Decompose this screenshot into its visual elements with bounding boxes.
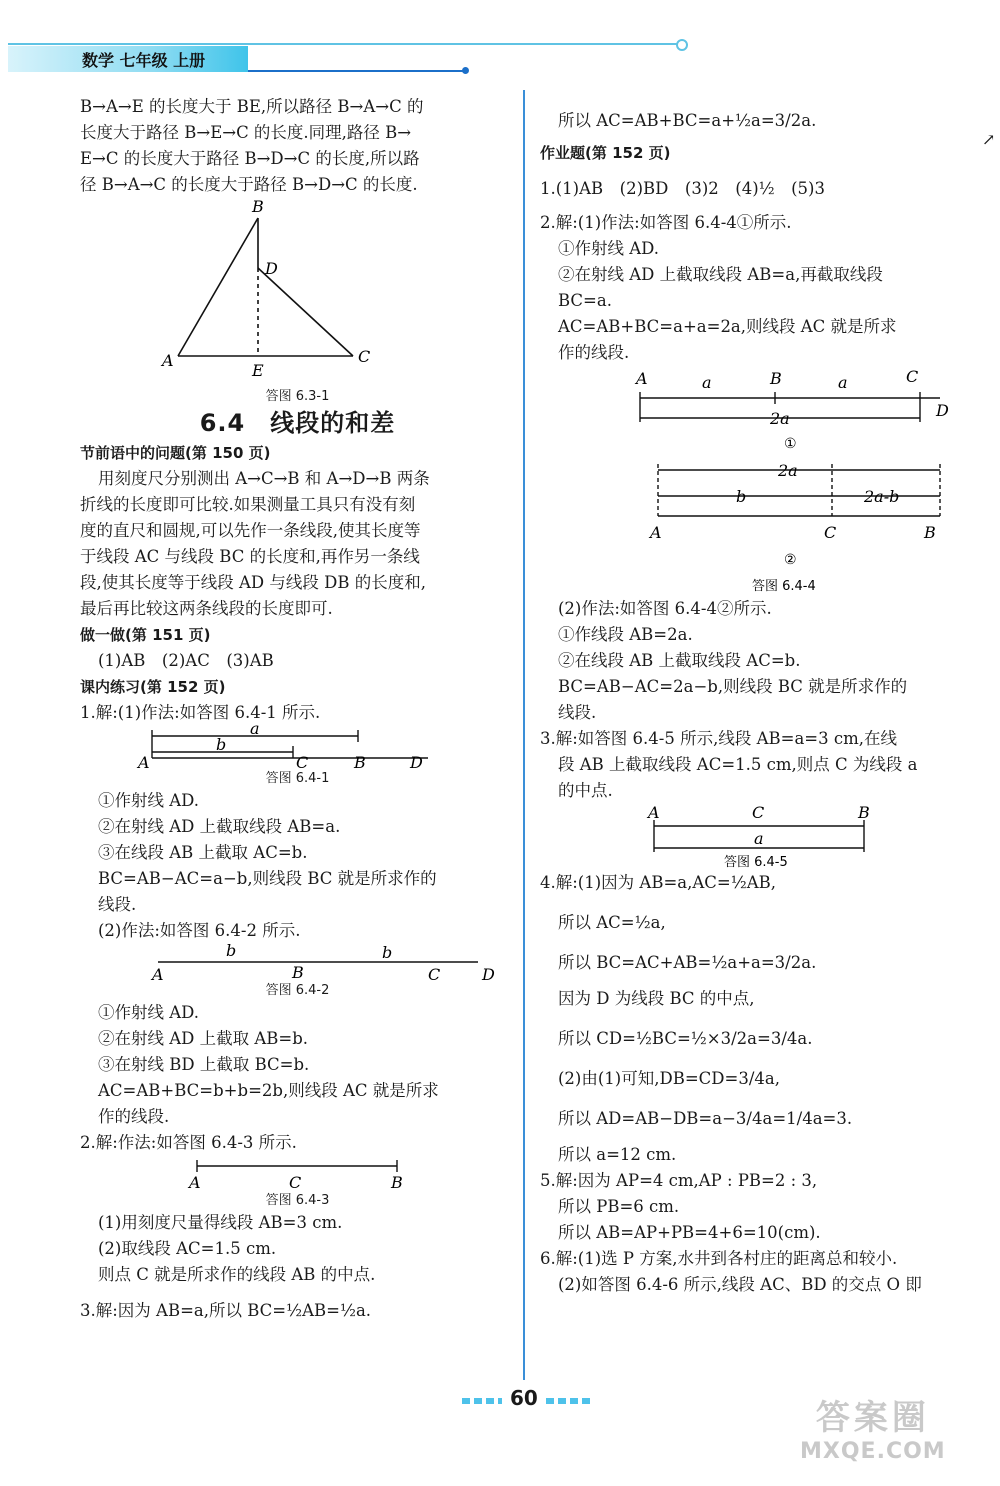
footer-decoration-right [546, 1398, 592, 1404]
figure-caption: 答图 6.4-4 [752, 579, 816, 594]
label-b-len: b [736, 487, 747, 506]
figure-6-4-2 [118, 941, 495, 984]
section-title: 6.4 线段的和差 [199, 409, 396, 437]
edge-ba [178, 218, 258, 356]
homework-3: 的中点. [558, 781, 613, 800]
step: AC=AB+BC=b+b=2b,则线段 AC 就是所求 [98, 1081, 439, 1100]
sub-figure-1: ① [784, 436, 797, 452]
label-2a-minus-b: 2a-b [864, 487, 900, 506]
step: ③在射线 BD 上截取 BC=b. [98, 1055, 310, 1074]
label-d: D [264, 259, 278, 278]
figure-6-4-3 [183, 1156, 413, 1192]
footer-decoration-left [462, 1398, 502, 1404]
homework-6: 6.解:(1)选 P 方案,水井到各村庄的距离总和较小. [540, 1249, 898, 1268]
label-a-len: a [249, 719, 260, 738]
label-a: A [161, 351, 174, 370]
label-c: C [295, 753, 308, 772]
step: ③在线段 AB 上截取 AC=b. [98, 843, 308, 862]
step: (2)取线段 AC=1.5 cm. [98, 1239, 277, 1258]
label-b: B [353, 753, 366, 772]
homework-heading: 作业题(第 152 页) [540, 144, 671, 162]
figure-caption: 答图 6.4-5 [724, 855, 788, 870]
preface-line: 于线段 AC 与线段 BC 的长度和,再作另一条线 [80, 547, 420, 566]
label-a: A [151, 965, 164, 984]
preface-line: 段,使其长度等于线段 AD 与线段 DB 的长度和, [80, 573, 426, 592]
label-b-len: b [215, 735, 226, 754]
intro-line: 长度大于路径 B→E→C 的长度.同理,路径 B→ [80, 123, 412, 142]
homework-6: (2)如答图 6.4-6 所示,线段 AC、BD 的交点 O 即 [558, 1275, 922, 1294]
homework-4: 4.解:(1)因为 AB=a,AC=½AB, [540, 873, 777, 892]
column-divider [523, 90, 525, 1380]
label-d: D [936, 401, 949, 420]
step: (2)作法:如答图 6.4-4②所示. [558, 599, 772, 618]
figure-caption: 答图 6.4-3 [265, 1193, 330, 1208]
left-column [80, 94, 515, 1324]
step: ①作射线 AD. [558, 239, 660, 258]
watermark-url: MXQE.COM [800, 1439, 946, 1464]
label-d: D [409, 753, 423, 772]
preface-line: 度的直尺和圆规,可以先作一条线段,使其长度等 [80, 521, 421, 540]
label-b-len: b [381, 943, 392, 962]
figure-6-4-5 [640, 804, 880, 870]
step: ②在射线 AD 上截取线段 AB=a. [98, 817, 341, 836]
intro-line: 径 B→A→C 的长度大于路径 B→D→C 的长度. [80, 175, 418, 194]
homework-3: 3.解:如答图 6.4-5 所示,线段 AB=a=3 cm,在线 [540, 729, 897, 748]
label-c: C [752, 803, 765, 822]
label-e: E [251, 361, 264, 380]
practice-3: 3.解:因为 AB=a,所以 BC=½AB=½a. [80, 1301, 372, 1320]
preface-line: 用刻度尺分别测出 A→C→B 和 A→D→B 两条 [98, 469, 430, 488]
page-header [0, 36, 700, 76]
step: 则点 C 就是所求作的线段 AB 的中点. [98, 1265, 376, 1284]
header-title: 数学 七年级 上册 [82, 51, 206, 70]
label-a: A [188, 1173, 201, 1192]
label-a-len: a [702, 373, 712, 392]
label-b-len: b [225, 941, 236, 960]
step: 作的线段. [98, 1107, 170, 1126]
homework-4: 所以 AD=AB−DB=a−3/4a=1/4a=3. [558, 1109, 853, 1128]
practice-2-head: 2.解:作法:如答图 6.4-3 所示. [80, 1133, 297, 1152]
label-c: C [427, 965, 440, 984]
label-b: B [251, 197, 264, 216]
step: 作的线段. [558, 343, 630, 362]
header-rule [8, 43, 680, 45]
preface-line: 最后再比较这两条线段的长度即可. [80, 599, 333, 618]
intro-line: B→A→E 的长度大于 BE,所以路径 B→A→C 的 [80, 97, 424, 116]
homework-4: 因为 D 为线段 BC 的中点, [558, 989, 755, 1008]
label-a: A [650, 523, 662, 542]
homework-2-head: 2.解:(1)作法:如答图 6.4-4①所示. [540, 213, 792, 232]
homework-5: 所以 AB=AP+PB=4+6=10(cm). [558, 1223, 821, 1242]
sub-figure-2: ② [784, 552, 797, 568]
try-heading: 做一做(第 151 页) [80, 626, 211, 644]
figure-caption: 答图 6.4-2 [265, 983, 330, 998]
practice-heading: 课内练习(第 152 页) [80, 678, 226, 696]
step: ②在线段 AB 上截取线段 AC=b. [558, 651, 801, 670]
step: ②在射线 AD 上截取 AB=b. [98, 1029, 309, 1048]
label-b: B [390, 1173, 403, 1192]
step: ①作线段 AB=2a. [558, 625, 693, 644]
right-column [540, 108, 980, 1298]
step: ②在射线 AD 上截取线段 AB=a,再截取线段 [558, 265, 883, 284]
edge-dc [258, 268, 353, 356]
label-a: A [648, 803, 660, 822]
practice-1-part2: (2)作法:如答图 6.4-2 所示. [98, 921, 301, 940]
label-c: C [824, 523, 837, 542]
homework-4: 所以 AC=½a, [558, 913, 666, 932]
watermark-logo-text: 答案圈 [815, 1398, 930, 1438]
preface-line: 折线的长度即可比较.如果测量工具只有没有刻 [80, 495, 416, 514]
figure-caption: 答图 6.4-1 [265, 771, 330, 786]
label-b: B [291, 963, 304, 982]
homework-4: 所以 a=12 cm. [558, 1145, 677, 1164]
homework-4: 所以 BC=AC+AB=½a+a=3/2a. [558, 953, 817, 972]
label-2a: 2a [770, 409, 790, 428]
step: ①作射线 AD. [98, 1003, 200, 1022]
label-a: A [636, 369, 648, 388]
figure-6-4-4 [570, 366, 950, 596]
label-c: C [357, 347, 370, 366]
label-2a: 2a [778, 461, 798, 480]
label-a-len: a [754, 829, 764, 848]
step: BC=a. [558, 291, 612, 310]
pen-mark-icon: ↗ [982, 130, 996, 149]
label-c: C [906, 367, 919, 386]
header-underline-dot [462, 67, 469, 74]
practice-1-head: 1.解:(1)作法:如答图 6.4-1 所示. [80, 703, 321, 722]
continuation-line: 所以 AC=AB+BC=a+½a=3/2a. [558, 111, 817, 130]
figure-6-4-1 [137, 719, 458, 772]
figure-6-3-1 [128, 198, 468, 388]
question-heading: 节前语中的问题(第 150 页) [80, 444, 271, 462]
label-b: B [770, 369, 782, 388]
label-a: A [137, 753, 150, 772]
step: AC=AB+BC=a+a=2a,则线段 AC 就是所求 [558, 317, 897, 336]
homework-3: 段 AB 上截取线段 AC=1.5 cm,则点 C 为线段 a [558, 755, 918, 774]
homework-5: 5.解:因为 AP=4 cm,AP : PB=2 : 3, [540, 1171, 818, 1190]
figure-caption: 答图 6.3-1 [265, 389, 330, 404]
label-c: C [288, 1173, 301, 1192]
label-b: B [924, 523, 936, 542]
label-d: D [481, 965, 495, 984]
step: ①作射线 AD. [98, 791, 200, 810]
step: (1)用刻度尺量得线段 AB=3 cm. [98, 1213, 343, 1232]
label-b: B [858, 803, 870, 822]
step: BC=AB−AC=2a−b,则线段 BC 就是所求作的 [558, 677, 908, 696]
header-underline [248, 70, 466, 72]
watermark [800, 1390, 946, 1464]
step: BC=AB−AC=a−b,则线段 BC 就是所求作的 [98, 869, 437, 888]
homework-4: 所以 CD=½BC=½×3/2a=3/4a. [558, 1029, 813, 1048]
step: 线段. [558, 703, 597, 722]
step: 线段. [98, 895, 137, 914]
page-number: 60 [510, 1386, 538, 1410]
homework-5: 所以 PB=6 cm. [558, 1197, 680, 1216]
homework-4: (2)由(1)可知,DB=CD=3/4a, [558, 1069, 780, 1088]
try-answer: (1)AB (2)AC (3)AB [98, 651, 274, 670]
intro-line: E→C 的长度大于路径 B→D→C 的长度,所以路 [80, 149, 420, 168]
homework-1: 1.(1)AB (2)BD (3)2 (4)½ (5)3 [540, 179, 825, 198]
header-rule-end-dot [676, 39, 688, 51]
label-a-len: a [838, 373, 848, 392]
